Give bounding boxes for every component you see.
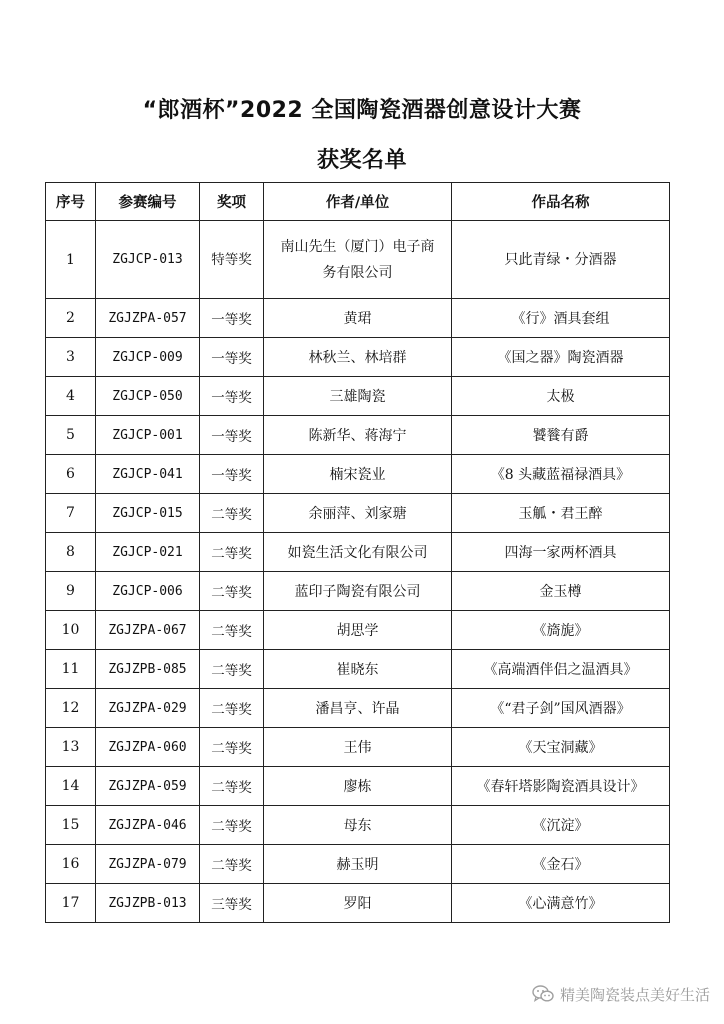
cell-author: 罗阳 [264, 884, 452, 923]
cell-work: 只此青绿・分酒器 [452, 221, 670, 299]
cell-work: 《心满意竹》 [452, 884, 670, 923]
cell-award: 二等奖 [200, 533, 264, 572]
cell-seq: 1 [46, 221, 96, 299]
table-header-row [46, 183, 670, 221]
cell-award: 二等奖 [200, 767, 264, 806]
cell-code: ZGJCP-041 [96, 455, 200, 494]
cell-code: ZGJZPA-079 [96, 845, 200, 884]
cell-seq: 14 [46, 767, 96, 806]
cell-award: 二等奖 [200, 572, 264, 611]
cell-work: 《天宝洞藏》 [452, 728, 670, 767]
cell-award: 特等奖 [200, 221, 264, 299]
cell-seq: 4 [46, 377, 96, 416]
cell-work: 玉觚・君王醉 [452, 494, 670, 533]
cell-award: 一等奖 [200, 416, 264, 455]
cell-work: 《8 头藏蓝福禄酒具》 [452, 455, 670, 494]
cell-work: 《行》酒具套组 [452, 299, 670, 338]
cell-code: ZGJZPA-046 [96, 806, 200, 845]
cell-author: 余丽萍、刘家瑭 [264, 494, 452, 533]
cell-code: ZGJZPA-057 [96, 299, 200, 338]
cell-award: 一等奖 [200, 455, 264, 494]
table-row [46, 728, 670, 767]
cell-seq: 8 [46, 533, 96, 572]
cell-code: ZGJCP-015 [96, 494, 200, 533]
watermark [532, 982, 710, 1006]
table-row [46, 455, 670, 494]
cell-work: 《金石》 [452, 845, 670, 884]
cell-award: 二等奖 [200, 650, 264, 689]
table-row [46, 611, 670, 650]
cell-code: ZGJZPA-067 [96, 611, 200, 650]
cell-code: ZGJZPB-085 [96, 650, 200, 689]
cell-seq: 15 [46, 806, 96, 845]
cell-seq: 7 [46, 494, 96, 533]
cell-author: 崔晓东 [264, 650, 452, 689]
cell-author: 廖栋 [264, 767, 452, 806]
cell-work: 《沉淀》 [452, 806, 670, 845]
cell-work: 《春轩塔影陶瓷酒具设计》 [452, 767, 670, 806]
cell-author: 南山先生（厦门）电子商务有限公司 [264, 221, 452, 299]
cell-seq: 12 [46, 689, 96, 728]
cell-code: ZGJCP-009 [96, 338, 200, 377]
cell-author: 潘昌亨、许晶 [264, 689, 452, 728]
cell-code: ZGJZPA-029 [96, 689, 200, 728]
cell-work: 饕餮有爵 [452, 416, 670, 455]
table-row [46, 689, 670, 728]
cell-work: 四海一家两杯酒具 [452, 533, 670, 572]
table-row [46, 572, 670, 611]
awards-table [45, 182, 670, 923]
table-row [46, 767, 670, 806]
cell-code: ZGJCP-006 [96, 572, 200, 611]
table-row [46, 884, 670, 923]
cell-author: 黄珺 [264, 299, 452, 338]
watermark-text: 精美陶瓷装点美好生活 [559, 985, 710, 1004]
table-row [46, 650, 670, 689]
cell-code: ZGJZPB-013 [96, 884, 200, 923]
cell-award: 二等奖 [200, 845, 264, 884]
cell-award: 一等奖 [200, 299, 264, 338]
table-row [46, 338, 670, 377]
cell-author: 林秋兰、林培群 [264, 338, 452, 377]
table-row [46, 221, 670, 299]
cell-author: 王伟 [264, 728, 452, 767]
cell-seq: 11 [46, 650, 96, 689]
cell-award: 二等奖 [200, 728, 264, 767]
header-award: 奖项 [200, 183, 264, 221]
table-row [46, 845, 670, 884]
table-row [46, 416, 670, 455]
cell-code: ZGJCP-013 [96, 221, 200, 299]
cell-seq: 9 [46, 572, 96, 611]
cell-work: 《旖旎》 [452, 611, 670, 650]
cell-seq: 16 [46, 845, 96, 884]
cell-award: 二等奖 [200, 689, 264, 728]
cell-award: 二等奖 [200, 806, 264, 845]
cell-code: ZGJZPA-060 [96, 728, 200, 767]
header-code: 参赛编号 [96, 183, 200, 221]
cell-code: ZGJCP-050 [96, 377, 200, 416]
cell-author: 陈新华、蒋海宁 [264, 416, 452, 455]
cell-award: 三等奖 [200, 884, 264, 923]
cell-seq: 6 [46, 455, 96, 494]
header-author: 作者/单位 [264, 183, 452, 221]
cell-author: 赫玉明 [264, 845, 452, 884]
wechat-icon [532, 985, 554, 1003]
header-work: 作品名称 [452, 183, 670, 221]
header-seq: 序号 [46, 183, 96, 221]
table-row [46, 377, 670, 416]
cell-seq: 3 [46, 338, 96, 377]
cell-author: 胡思学 [264, 611, 452, 650]
cell-author: 如瓷生活文化有限公司 [264, 533, 452, 572]
document-title: “郎酒杯”2022 全国陶瓷酒器创意设计大赛 [142, 98, 582, 123]
cell-work: 《“君子剑”国风酒器》 [452, 689, 670, 728]
cell-seq: 13 [46, 728, 96, 767]
cell-seq: 17 [46, 884, 96, 923]
cell-code: ZGJCP-021 [96, 533, 200, 572]
cell-author: 母东 [264, 806, 452, 845]
cell-seq: 10 [46, 611, 96, 650]
table-row [46, 533, 670, 572]
cell-award: 一等奖 [200, 377, 264, 416]
cell-work: 《国之器》陶瓷酒器 [452, 338, 670, 377]
cell-author: 蓝印子陶瓷有限公司 [264, 572, 452, 611]
table-row [46, 806, 670, 845]
cell-award: 二等奖 [200, 494, 264, 533]
cell-award: 一等奖 [200, 338, 264, 377]
table-row [46, 299, 670, 338]
cell-award: 二等奖 [200, 611, 264, 650]
cell-seq: 5 [46, 416, 96, 455]
cell-seq: 2 [46, 299, 96, 338]
cell-author: 三雄陶瓷 [264, 377, 452, 416]
cell-work: 《高端酒伴侣之温酒具》 [452, 650, 670, 689]
cell-author: 楠宋瓷业 [264, 455, 452, 494]
document-subtitle: 获奖名单 [316, 148, 407, 173]
cell-code: ZGJZPA-059 [96, 767, 200, 806]
cell-code: ZGJCP-001 [96, 416, 200, 455]
cell-work: 金玉樽 [452, 572, 670, 611]
cell-work: 太极 [452, 377, 670, 416]
table-row [46, 494, 670, 533]
